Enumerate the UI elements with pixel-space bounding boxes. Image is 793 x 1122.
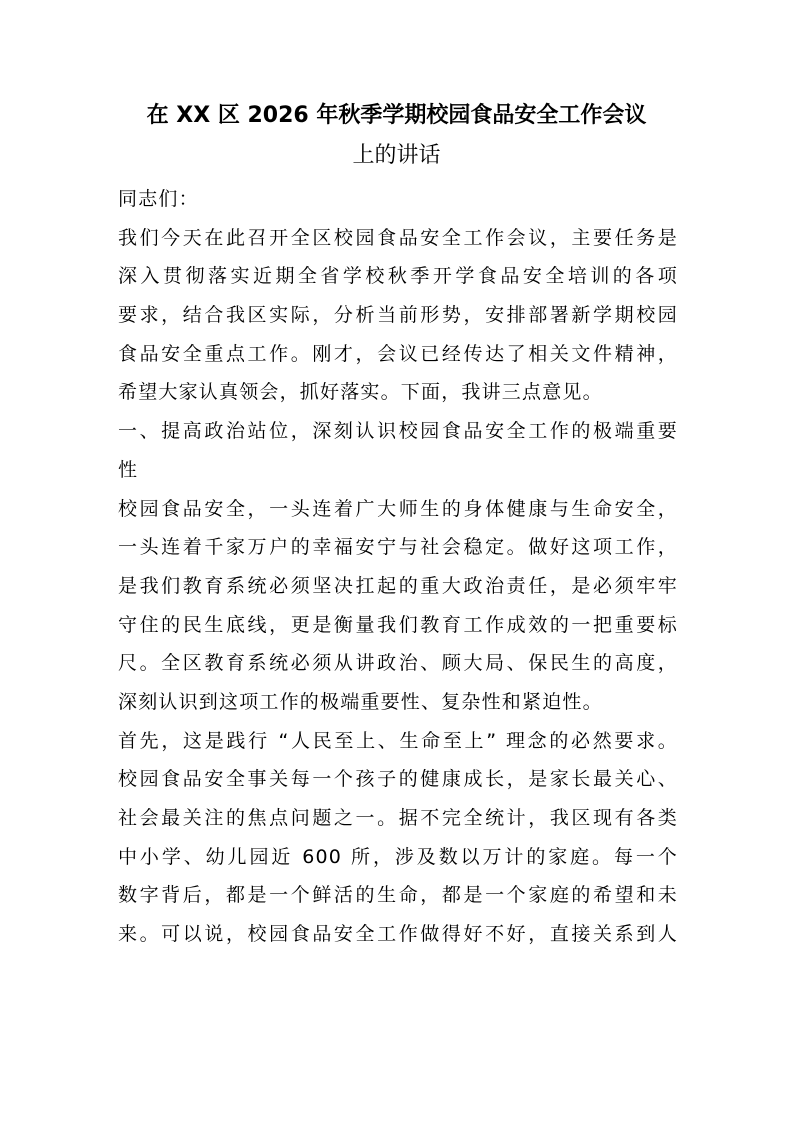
body-line: 希望大家认真领会，抓好落实。下面，我讲三点意见。 <box>118 381 603 404</box>
body-line: 守住的民生底线，更是衡量我们教育工作成效的一把重要标 <box>118 613 678 636</box>
body-line: 首先，这是践行 “人民至上、生命至上” 理念的必然要求。 <box>118 729 678 752</box>
body-line: 来。可以说，校园食品安全工作做得好不好，直接关系到人 <box>118 923 678 946</box>
body-line: 我们今天在此召开全区校园食品安全工作会议，主要任务是 <box>118 226 678 249</box>
body-line: 深入贯彻落实近期全省学校秋季开学食品安全培训的各项 <box>118 265 678 288</box>
body-line: 中小学、幼儿园近 600 所，涉及数以万计的家庭。每一个 <box>118 845 678 868</box>
body-line: 校园食品安全，一头连着广大师生的身体健康与生命安全， <box>118 497 678 520</box>
body-line: 要求，结合我区实际，分析当前形势，安排部署新学期校园 <box>118 304 678 327</box>
body-line: 社会最关注的焦点问题之一。据不完全统计，我区现有各类 <box>118 807 678 829</box>
document-title: 在 XX 区 2026 年秋季学期校园食品安全工作会议 <box>146 103 647 128</box>
body-line: 深刻认识到这项工作的极端重要性、复杂性和紧迫性。 <box>118 690 603 713</box>
body-line: 数字背后，都是一个鲜活的生命，都是一个家庭的希望和未 <box>118 884 678 907</box>
body-line: 食品安全重点工作。刚才，会议已经传达了相关文件精神， <box>118 342 678 365</box>
salutation: 同志们： <box>118 188 199 210</box>
document-title-continued: 上的讲话 <box>352 143 441 168</box>
body-line: 是我们教育系统必须坚决扛起的重大政治责任，是必须牢牢 <box>118 574 678 597</box>
body-line: 校园食品安全事关每一个孩子的健康成长，是家长最关心、 <box>118 768 678 791</box>
section-heading: 性 <box>118 458 139 481</box>
body-line: 一头连着千家万户的幸福安宁与社会稳定。做好这项工作， <box>118 536 678 559</box>
section-heading: 一、提高政治站位，深刻认识校园食品安全工作的极端重要 <box>118 420 678 443</box>
body-line: 尺。全区教育系统必须从讲政治、顾大局、保民生的高度， <box>118 652 678 675</box>
speech-body <box>118 180 678 954</box>
